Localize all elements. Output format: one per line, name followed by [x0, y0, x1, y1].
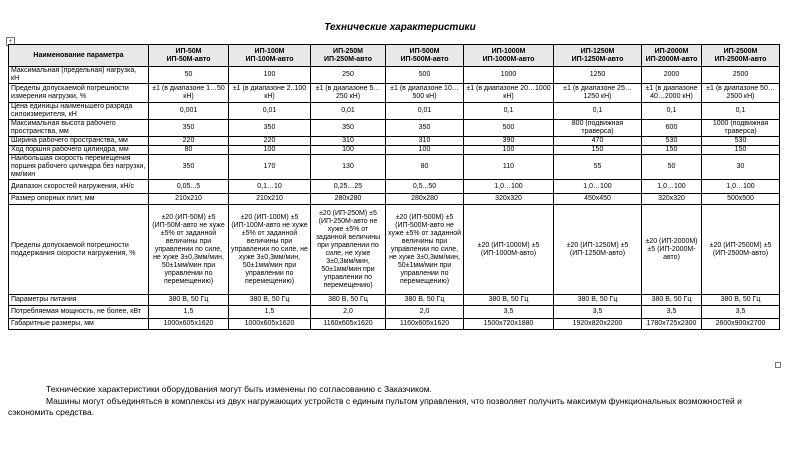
value-cell: 150 — [554, 146, 642, 155]
value-cell: 470 — [554, 137, 642, 146]
value-cell: 380 В, 50 Гц — [386, 295, 464, 306]
value-cell: 80 — [149, 146, 229, 155]
value-cell: 3,5 — [642, 306, 702, 319]
param-name-cell: Ход поршня рабочего цилиндра, мм — [9, 146, 149, 155]
value-cell: ±1 (в диапазоне 2..100 кН) — [229, 84, 311, 103]
value-cell: 1000 — [464, 67, 554, 84]
param-name-cell: Цена единицы наименьшего разряда силоизмерителя, кН — [9, 103, 149, 120]
note-paragraph: Технические характеристики оборудования могут быть изменены по согласованию с Заказчиком. — [46, 384, 432, 394]
value-cell: 1,5 — [229, 306, 311, 319]
value-cell: 380 В, 50 Гц — [642, 295, 702, 306]
table-row — [9, 205, 780, 295]
value-cell: 2,0 — [386, 306, 464, 319]
value-cell: 220 — [149, 137, 229, 146]
value-cell: ±20 (ИП-500М) ±5 (ИП-500М-авто не хуже ±5% от заданной величины при управлении по силе, не хуже 3±0,3мм/мин, 50±1мм/мин при управлении по перемещению) — [386, 205, 464, 295]
value-cell: 320х320 — [464, 194, 554, 205]
value-cell: 3,5 — [554, 306, 642, 319]
table-row — [9, 137, 780, 146]
param-name-cell: Ширина рабочего пространства, мм — [9, 137, 149, 146]
spec-table — [8, 44, 780, 330]
value-cell: 310 — [386, 137, 464, 146]
value-cell: ±20 (ИП-100М) ±5 (ИП-100М-авто не хуже ±5% от заданной величины при управлении по силе, не хуже 3±0,3мм/мин, 50±1мм/мин при управлении по перемещению) — [229, 205, 311, 295]
value-cell: ±1 (в диапазоне 10…500 кН) — [386, 84, 464, 103]
value-cell: ±20 (ИП-1250М) ±5 (ИП-1250М-авто) — [554, 205, 642, 295]
value-cell: 350 — [311, 120, 386, 137]
value-cell: 0,001 — [149, 103, 229, 120]
value-cell: 220 — [229, 137, 311, 146]
header-model — [464, 45, 554, 67]
table-row — [9, 306, 780, 319]
value-cell: 3,5 — [464, 306, 554, 319]
value-cell: 450х450 — [554, 194, 642, 205]
value-cell: ±20 (ИП-2500М) ±5 (ИП-2500М-авто) — [702, 205, 780, 295]
header-model — [229, 45, 311, 67]
value-cell: 250 — [311, 67, 386, 84]
model-name: ИП-2500М — [723, 47, 758, 55]
value-cell: ±20 (ИП-250М) ±5 (ИП-250М-авто не хуже ±5% от заданной величины при управлении по силе, не хуже 3±0,3мм/мин, 50±1мм/мин при управлении по перемещению) — [311, 205, 386, 295]
table-move-handle-icon[interactable]: + — [6, 37, 15, 46]
value-cell: 2000 — [642, 67, 702, 84]
value-cell: 170 — [229, 155, 311, 180]
value-cell: 320х320 — [642, 194, 702, 205]
value-cell: 350 — [149, 120, 229, 137]
model-name: ИП-1000М — [491, 47, 526, 55]
value-cell: 280х280 — [386, 194, 464, 205]
table-row — [9, 67, 780, 84]
header-param: Наименование параметра — [9, 45, 149, 67]
value-cell: 0,01 — [386, 103, 464, 120]
model-name: ИП-500М — [409, 47, 440, 55]
value-cell: ±20 (ИП-50М) ±5 (ИП-50М-авто не хуже ±5% от заданной величины при управлении по силе, не хуже 3±0,3мм/мин, 50±1мм/мин при управлении по перемещению) — [149, 205, 229, 295]
header-model — [386, 45, 464, 67]
value-cell: ±1 (в диапазоне 50…2500 кН) — [702, 84, 780, 103]
value-cell: 100 — [311, 146, 386, 155]
param-name-cell: Размер опорных плит, мм — [9, 194, 149, 205]
model-name: ИП-100М — [254, 47, 285, 55]
value-cell: ±1 (в диапазоне 20…1000 кН) — [464, 84, 554, 103]
value-cell: 2600х900х2700 — [702, 319, 780, 330]
value-cell: 0,25…25 — [311, 180, 386, 194]
table-resize-handle[interactable] — [775, 362, 781, 368]
value-cell: 1160х605х1620 — [386, 319, 464, 330]
value-cell: 310 — [311, 137, 386, 146]
table-row — [9, 103, 780, 120]
value-cell: 210х210 — [149, 194, 229, 205]
table-row — [9, 146, 780, 155]
value-cell: 350 — [386, 120, 464, 137]
header-model — [554, 45, 642, 67]
value-cell: 0,05...5 — [149, 180, 229, 194]
value-cell: 55 — [554, 155, 642, 180]
document-title: Технические характеристики — [324, 22, 476, 33]
value-cell: 50 — [642, 155, 702, 180]
value-cell: 1780х725х2300 — [642, 319, 702, 330]
value-cell: 150 — [702, 146, 780, 155]
value-cell: 100 — [229, 67, 311, 84]
header-model — [149, 45, 229, 67]
value-cell: 150 — [642, 146, 702, 155]
value-cell: 100 — [464, 146, 554, 155]
model-name: ИП-250М — [333, 47, 363, 55]
param-name-cell: Параметры питания — [9, 295, 149, 306]
value-cell: 2,0 — [311, 306, 386, 319]
value-cell: 1920х820х2200 — [554, 319, 642, 330]
value-cell: 390 — [464, 137, 554, 146]
value-cell: 100 — [386, 146, 464, 155]
value-cell: 0,01 — [229, 103, 311, 120]
header-model — [702, 45, 780, 67]
model-variant: ИП-2500М-авто — [714, 55, 767, 63]
table-row — [9, 295, 780, 306]
value-cell: 380 В, 50 Гц — [311, 295, 386, 306]
model-variant: ИП-250М-авто — [324, 55, 372, 63]
value-cell: 1000х605х1620 — [229, 319, 311, 330]
model-variant: ИП-100М-авто — [245, 55, 294, 63]
value-cell: 0,01 — [311, 103, 386, 120]
model-variant: ИП-50М-авто — [166, 55, 211, 63]
value-cell: 380 В, 50 Гц — [149, 295, 229, 306]
value-cell: 130 — [311, 155, 386, 180]
value-cell: 380 В, 50 Гц — [464, 295, 554, 306]
value-cell: 380 В, 50 Гц — [554, 295, 642, 306]
value-cell: 0,5...50 — [386, 180, 464, 194]
param-name-cell: Диапазон скоростей нагружения, кН/с — [9, 180, 149, 194]
table-row — [9, 155, 780, 180]
value-cell: 50 — [149, 67, 229, 84]
value-cell: 800 (подвижная траверса) — [554, 120, 642, 137]
value-cell: 100 — [229, 146, 311, 155]
value-cell: 30 — [702, 155, 780, 180]
model-variant: ИП-2000М-авто — [645, 55, 698, 63]
param-name-cell: Потребляемая мощность, не более, кВт — [9, 306, 149, 319]
table-row — [9, 180, 780, 194]
value-cell: 1,5 — [149, 306, 229, 319]
value-cell: 1,0…100 — [554, 180, 642, 194]
header-model — [642, 45, 702, 67]
value-cell: 350 — [229, 120, 311, 137]
value-cell: 500х500 — [702, 194, 780, 205]
value-cell: 1160х605х1620 — [311, 319, 386, 330]
model-name: ИП-2000М — [654, 47, 689, 55]
value-cell: 1,0…100 — [464, 180, 554, 194]
value-cell: 0,1 — [702, 103, 780, 120]
header-model — [311, 45, 386, 67]
value-cell: 80 — [386, 155, 464, 180]
model-variant: ИП-500М-авто — [400, 55, 449, 63]
param-name-cell: Габаритные размеры, мм — [9, 319, 149, 330]
value-cell: ±1 (в диапазоне 5…250 кН) — [311, 84, 386, 103]
note-paragraph: Машины могут объединяться в комплексы из двух нагружающих устройств с единым пультом управления, что позволяет получить максимум функциональных возможностей и сэкономить средства. — [8, 396, 742, 417]
table-row — [9, 120, 780, 137]
value-cell: 1500х720х1880 — [464, 319, 554, 330]
value-cell: 380 В, 50 Гц — [229, 295, 311, 306]
model-variant: ИП-1250М-авто — [571, 55, 624, 63]
value-cell: ±20 (ИП-1000М) ±5 (ИП-1000М-авто) — [464, 205, 554, 295]
value-cell: 1000 (подвижная траверса) — [702, 120, 780, 137]
value-cell: ±1 (в диапазоне 25…1250 кН) — [554, 84, 642, 103]
value-cell: 0,1 — [464, 103, 554, 120]
table-header-row — [9, 45, 780, 67]
param-name-cell: Наибольшая скорость перемещения поршня рабочего цилиндра без нагрузки, мм/мин — [9, 155, 149, 180]
param-name-cell: Максимальная (предельная) нагрузка, кН — [9, 67, 149, 84]
value-cell: 500 — [386, 67, 464, 84]
value-cell: 210х210 — [229, 194, 311, 205]
table-row — [9, 84, 780, 103]
table-body — [9, 67, 780, 330]
model-name: ИП-1250М — [580, 47, 615, 55]
value-cell: 530 — [702, 137, 780, 146]
param-name-cell: Пределы допускаемой погрешности измерения нагрузки, % — [9, 84, 149, 103]
value-cell: 3,5 — [702, 306, 780, 319]
param-name-cell: Максимальная высота рабочего пространства, мм — [9, 120, 149, 137]
model-variant: ИП-1000М-авто — [482, 55, 535, 63]
value-cell: 380 В, 50 Гц — [702, 295, 780, 306]
param-name-cell: Пределы допускаемой погрешности поддержания скорости нагружения, % — [9, 205, 149, 295]
value-cell: ±20 (ИП-2000М) ±5 (ИП-2000М-авто) — [642, 205, 702, 295]
value-cell: 0,1…10 — [229, 180, 311, 194]
value-cell: 280х280 — [311, 194, 386, 205]
value-cell: 350 — [149, 155, 229, 180]
value-cell: 110 — [464, 155, 554, 180]
value-cell: 1000х605х1620 — [149, 319, 229, 330]
value-cell: 0,1 — [642, 103, 702, 120]
table-row — [9, 194, 780, 205]
value-cell: ±1 (в диапазоне 40…2000 кН) — [642, 84, 702, 103]
value-cell: 500 — [464, 120, 554, 137]
value-cell: 0,1 — [554, 103, 642, 120]
value-cell: 1,0…100 — [702, 180, 780, 194]
table-row — [9, 319, 780, 330]
model-name: ИП-50М — [175, 47, 202, 55]
value-cell: 2500 — [702, 67, 780, 84]
value-cell: 1250 — [554, 67, 642, 84]
value-cell: 530 — [642, 137, 702, 146]
value-cell: 1,0…100 — [642, 180, 702, 194]
value-cell: 600 — [642, 120, 702, 137]
value-cell: ±1 (в диапазоне 1…50 кН) — [149, 84, 229, 103]
